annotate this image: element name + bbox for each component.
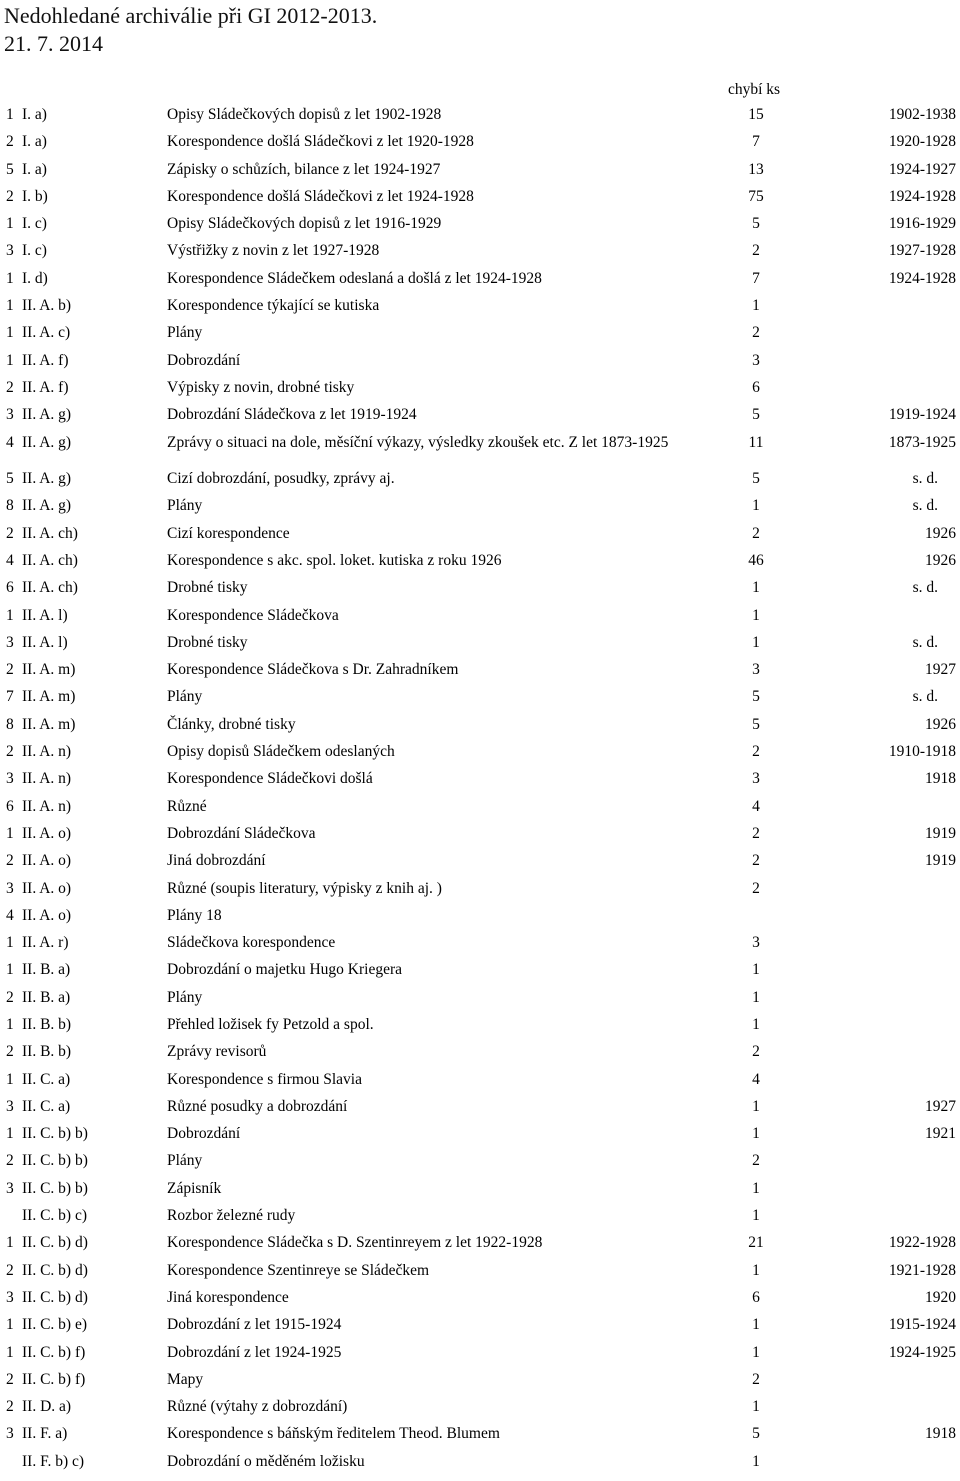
row-years: 1915-1924 [888, 1316, 956, 1334]
row-years: 1918 [925, 770, 956, 788]
row-description: Korespondence došlá Sládečkovi z let 1920-1928 [167, 133, 474, 151]
list-row [0, 132, 960, 159]
list-row [0, 241, 960, 268]
row-description: Sládečkova korespondence [167, 934, 336, 952]
row-signature: II. C. b) e) [22, 1316, 87, 1334]
row-description: Korespondence Szentinreye se Sládečkem [167, 1261, 430, 1279]
row-years: 1922-1928 [888, 1234, 956, 1252]
row-signature: II. B. b) [22, 1043, 72, 1061]
archive-list [0, 105, 960, 1479]
row-description: Drobné tisky [167, 579, 248, 597]
row-number: 1 [6, 1016, 14, 1033]
row-description: Dobrozdání [167, 1125, 241, 1143]
row-years: 1924-1928 [888, 187, 956, 205]
row-missing-count: 2 [752, 743, 760, 761]
row-description: Korespondence s firmou Slavia [167, 1070, 362, 1088]
row-signature: II. B. b) [22, 1016, 72, 1033]
document-date: 21. 7. 2014 [4, 31, 103, 56]
row-number: 2 [6, 852, 14, 870]
list-row [0, 1424, 960, 1451]
row-missing-count: 11 [748, 433, 764, 451]
list-row [0, 578, 960, 605]
row-number: 2 [6, 1043, 14, 1061]
row-signature: II. C. b) d) [22, 1234, 88, 1252]
row-signature: II. A. f) [22, 351, 69, 369]
row-missing-count: 1 [752, 297, 760, 315]
row-signature: I. c) [22, 215, 47, 233]
row-signature: II. A. ch) [22, 524, 78, 542]
row-signature: II. A. l) [22, 606, 68, 624]
list-row [0, 879, 960, 906]
row-number: 7 [6, 688, 14, 706]
row-description: Korespondence Sládečkova [167, 606, 339, 624]
row-missing-count: 5 [752, 715, 760, 733]
row-signature: II. B. a) [22, 988, 71, 1006]
list-row [0, 769, 960, 796]
row-description: Přehled ložisek fy Petzold a spol. [167, 1016, 374, 1033]
row-signature: II. A. b) [22, 297, 72, 315]
list-row [0, 988, 960, 1015]
row-signature: II. C. b) f) [22, 1343, 86, 1361]
row-number: 1 [6, 824, 14, 842]
row-number: 2 [6, 1261, 14, 1279]
row-signature: II. A. g) [22, 433, 72, 451]
row-description: Rozbor železné rudy [167, 1207, 296, 1225]
list-row [0, 496, 960, 523]
list-row [0, 824, 960, 851]
row-years: s. d. [912, 497, 938, 515]
row-years: 1924-1928 [888, 269, 956, 287]
list-row [0, 1397, 960, 1424]
row-number: 4 [6, 433, 14, 451]
row-number: 1 [6, 297, 14, 315]
row-missing-count: 2 [752, 324, 760, 342]
list-row [0, 1315, 960, 1342]
row-description: Zápisník [167, 1179, 222, 1197]
row-number: 3 [6, 242, 14, 260]
row-years: 1919-1924 [888, 406, 956, 424]
row-years: 1920-1928 [888, 133, 956, 151]
row-years: 1919 [925, 824, 956, 842]
list-row [0, 742, 960, 769]
row-description: Jiná korespondence [167, 1288, 289, 1306]
list-row [0, 1015, 960, 1042]
row-years: s. d. [912, 579, 938, 597]
row-number: 3 [6, 879, 14, 897]
row-description: Opisy Sládečkových dopisů z let 1916-1929 [167, 215, 442, 233]
list-row [0, 1042, 960, 1069]
row-missing-count: 3 [752, 351, 760, 369]
list-row [0, 933, 960, 960]
list-row [0, 1179, 960, 1206]
row-description: Korespondence s akc. spol. loket. kutiska z roku 1926 [167, 551, 502, 569]
row-years: 1924-1927 [888, 160, 956, 178]
row-description: Dobrozdání Sládečkova [167, 824, 316, 842]
row-missing-count: 46 [748, 551, 764, 569]
row-number: 3 [6, 1288, 14, 1306]
row-description: Korespondence Sládečkova s Dr. Zahradníkem [167, 661, 459, 679]
row-number: 1 [6, 1070, 14, 1088]
row-description: Opisy dopisů Sládečkem odeslaných [167, 743, 395, 761]
list-row [0, 323, 960, 350]
row-number: 2 [6, 133, 14, 151]
list-row [0, 405, 960, 432]
row-signature: II. A. o) [22, 906, 72, 924]
list-row [0, 524, 960, 551]
row-missing-count: 1 [752, 1016, 760, 1033]
row-description: Korespondence s báňským ředitelem Theod. Blumem [167, 1425, 500, 1443]
row-missing-count: 2 [752, 1043, 760, 1061]
row-missing-count: 1 [752, 1125, 760, 1143]
row-signature: II. A. n) [22, 770, 72, 788]
row-description: Zápisky o schůzích, bilance z let 1924-1927 [167, 160, 441, 178]
row-number: 4 [6, 906, 14, 924]
row-number: 1 [6, 1234, 14, 1252]
row-missing-count: 5 [752, 406, 760, 424]
row-number: 1 [6, 269, 14, 287]
row-number: 3 [6, 1179, 14, 1197]
row-signature: II. D. a) [22, 1398, 72, 1416]
row-description: Dobrozdání [167, 351, 241, 369]
row-number: 2 [6, 1370, 14, 1388]
row-number: 1 [6, 1316, 14, 1334]
list-row [0, 606, 960, 633]
row-description: Výpisky z novin, drobné tisky [167, 378, 355, 396]
row-description: Dobrozdání o měděném ložisku [167, 1452, 365, 1470]
row-signature: II. A. m) [22, 688, 76, 706]
row-number: 1 [6, 215, 14, 233]
row-missing-count: 1 [752, 1207, 760, 1225]
row-missing-count: 2 [752, 1370, 760, 1388]
list-row [0, 1370, 960, 1397]
list-row [0, 1124, 960, 1151]
row-missing-count: 5 [752, 470, 760, 488]
row-years: 1924-1925 [888, 1343, 956, 1361]
row-signature: II. C. b) b) [22, 1179, 88, 1197]
row-signature: I. d) [22, 269, 48, 287]
row-description: Drobné tisky [167, 633, 248, 651]
row-years: 1926 [925, 524, 956, 542]
row-years: 1926 [925, 551, 956, 569]
row-number: 5 [6, 160, 14, 178]
row-number: 6 [6, 797, 14, 815]
row-description: Korespondence týkající se kutiska [167, 297, 380, 315]
row-signature: II. C. a) [22, 1070, 71, 1088]
row-missing-count: 2 [752, 524, 760, 542]
row-number: 2 [6, 378, 14, 396]
row-description: Různé (soupis literatury, výpisky z knih aj. ) [167, 879, 442, 897]
row-description: Korespondence Sládečkem odeslaná a došlá z let 1924-1928 [167, 269, 542, 287]
row-number: 3 [6, 770, 14, 788]
row-description: Cizí korespondence [167, 524, 290, 542]
row-signature: II. A. m) [22, 661, 76, 679]
row-description: Jiná dobrozdání [167, 852, 266, 870]
list-row [0, 1261, 960, 1288]
row-signature: II. A. l) [22, 633, 68, 651]
list-row [0, 797, 960, 824]
row-missing-count: 4 [752, 797, 760, 815]
row-signature: II. C. b) c) [22, 1207, 87, 1225]
row-missing-count: 1 [752, 579, 760, 597]
row-description: Opisy Sládečkových dopisů z let 1902-1928 [167, 106, 442, 123]
row-missing-count: 4 [752, 1070, 760, 1088]
row-years: 1921 [925, 1125, 956, 1143]
row-number: 3 [6, 1425, 14, 1443]
row-number: 3 [6, 1097, 14, 1115]
row-years: 1916-1929 [888, 215, 956, 233]
row-missing-count: 1 [752, 1452, 760, 1470]
row-years: 1920 [925, 1288, 956, 1306]
row-description: Zprávy o situaci na dole, měsíční výkazy, výsledky zkoušek etc. Z let 1873-1925 [167, 433, 669, 451]
row-description: Korespondence Sládečkovi došlá [167, 770, 373, 788]
row-missing-count: 2 [752, 879, 760, 897]
row-years: s. d. [912, 470, 938, 488]
list-row [0, 187, 960, 214]
row-missing-count: 1 [752, 1097, 760, 1115]
row-description: Dobrozdání Sládečkova z let 1919-1924 [167, 406, 417, 424]
list-row [0, 1206, 960, 1233]
row-missing-count: 2 [752, 242, 760, 260]
row-description: Plány 18 [167, 906, 222, 924]
row-missing-count: 5 [752, 1425, 760, 1443]
row-number: 3 [6, 406, 14, 424]
row-years: s. d. [912, 688, 938, 706]
row-signature: II. C. b) d) [22, 1288, 88, 1306]
row-signature: II. C. b) b) [22, 1125, 88, 1143]
row-missing-count: 1 [752, 1398, 760, 1416]
row-description: Plány [167, 497, 203, 515]
row-signature: II. A. r) [22, 934, 69, 952]
row-signature: I. c) [22, 242, 47, 260]
row-number: 1 [6, 934, 14, 952]
row-years: 1919 [925, 852, 956, 870]
row-number: 4 [6, 551, 14, 569]
list-row [0, 378, 960, 405]
row-missing-count: 3 [752, 770, 760, 788]
row-number: 1 [6, 106, 14, 123]
list-row [0, 660, 960, 687]
row-years: 1927 [925, 661, 956, 679]
list-row [0, 160, 960, 187]
row-description: Plány [167, 1152, 203, 1170]
list-row [0, 633, 960, 660]
row-number: 1 [6, 351, 14, 369]
list-row [0, 906, 960, 933]
list-row [0, 851, 960, 878]
row-description: Výstřižky z novin z let 1927-1928 [167, 242, 380, 260]
row-number: 2 [6, 661, 14, 679]
row-description: Různé (výtahy z dobrozdání) [167, 1398, 348, 1416]
row-number: 8 [6, 715, 14, 733]
row-signature: II. A. m) [22, 715, 76, 733]
row-signature: II. F. a) [22, 1425, 68, 1443]
row-number: 2 [6, 1398, 14, 1416]
row-description: Mapy [167, 1370, 204, 1388]
row-description: Cizí dobrozdání, posudky, zprávy aj. [167, 470, 395, 488]
row-missing-count: 21 [748, 1234, 764, 1252]
row-signature: II. C. b) d) [22, 1261, 88, 1279]
row-years: 1927-1928 [888, 242, 956, 260]
list-row [0, 1097, 960, 1124]
row-description: Dobrozdání z let 1924-1925 [167, 1343, 342, 1361]
row-missing-count: 5 [752, 215, 760, 233]
row-missing-count: 2 [752, 1152, 760, 1170]
row-missing-count: 1 [752, 633, 760, 651]
row-missing-count: 13 [748, 160, 764, 178]
row-years: 1918 [925, 1425, 956, 1443]
row-signature: II. B. a) [22, 961, 71, 979]
row-signature: II. A. o) [22, 824, 72, 842]
row-signature: II. C. b) b) [22, 1152, 88, 1170]
row-signature: II. A. c) [22, 324, 71, 342]
row-signature: I. b) [22, 187, 48, 205]
row-signature: II. A. f) [22, 378, 69, 396]
row-number: 5 [6, 470, 14, 488]
row-missing-count: 3 [752, 934, 760, 952]
row-number: 8 [6, 497, 14, 515]
list-row [0, 960, 960, 987]
row-signature: I. a) [22, 160, 47, 178]
row-number: 1 [6, 606, 14, 624]
list-row [0, 715, 960, 742]
row-signature: II. A. o) [22, 852, 72, 870]
row-signature: II. A. ch) [22, 579, 78, 597]
row-years: 1921-1928 [888, 1261, 956, 1279]
list-row [0, 351, 960, 378]
list-row [0, 1070, 960, 1097]
row-description: Plány [167, 324, 203, 342]
row-missing-count: 1 [752, 1343, 760, 1361]
row-number: 2 [6, 187, 14, 205]
row-number: 3 [6, 633, 14, 651]
row-missing-count: 1 [752, 961, 760, 979]
list-row [0, 1151, 960, 1178]
row-number: 2 [6, 1152, 14, 1170]
row-signature: II. A. n) [22, 743, 72, 761]
row-description: Dobrozdání z let 1915-1924 [167, 1316, 342, 1334]
row-description: Dobrozdání o majetku Hugo Kriegera [167, 961, 403, 979]
row-signature: II. C. a) [22, 1097, 71, 1115]
row-missing-count: 7 [752, 133, 760, 151]
row-description: Korespondence Sládečka s D. Szentinreyem z let 1922-1928 [167, 1234, 543, 1252]
row-missing-count: 1 [752, 1179, 760, 1197]
row-missing-count: 2 [752, 824, 760, 842]
row-signature: I. a) [22, 106, 47, 123]
row-number: 1 [6, 1343, 14, 1361]
list-row [0, 469, 960, 496]
row-years: 1902-1938 [888, 106, 956, 123]
row-number: 2 [6, 988, 14, 1006]
row-missing-count: 15 [748, 106, 764, 123]
document-title: Nedohledané archiválie při GI 2012-2013. [4, 3, 378, 28]
row-description: Plány [167, 988, 203, 1006]
row-description: Korespondence došlá Sládečkovi z let 1924-1928 [167, 187, 474, 205]
row-number: 1 [6, 1125, 14, 1143]
row-missing-count: 75 [748, 187, 764, 205]
list-row [0, 269, 960, 296]
row-number: 2 [6, 743, 14, 761]
row-signature: II. A. g) [22, 470, 72, 488]
row-signature: II. A. ch) [22, 551, 78, 569]
row-missing-count: 3 [752, 661, 760, 679]
row-number: 2 [6, 524, 14, 542]
row-number: 1 [6, 961, 14, 979]
row-description: Zprávy revisorů [167, 1043, 267, 1061]
row-number: 6 [6, 579, 14, 597]
row-description: Různé [167, 797, 207, 815]
list-row [0, 687, 960, 714]
row-signature: II. A. g) [22, 406, 72, 424]
row-missing-count: 1 [752, 988, 760, 1006]
list-row [0, 1343, 960, 1370]
row-missing-count: 2 [752, 852, 760, 870]
row-signature: II. A. n) [22, 797, 72, 815]
missing-count-header: chybí ks [728, 81, 781, 98]
row-signature: II. C. b) f) [22, 1370, 86, 1388]
row-missing-count: 1 [752, 606, 760, 624]
row-missing-count: 1 [752, 1261, 760, 1279]
list-row [0, 1452, 960, 1479]
row-years: 1926 [925, 715, 956, 733]
row-description: Různé posudky a dobrozdání [167, 1097, 348, 1115]
row-signature: II. A. g) [22, 497, 72, 515]
row-number: 1 [6, 324, 14, 342]
row-description: Plány [167, 688, 203, 706]
row-signature: II. F. b) c) [22, 1452, 85, 1470]
list-row [0, 296, 960, 323]
row-missing-count: 6 [752, 1288, 760, 1306]
list-row [0, 1288, 960, 1315]
row-description: Články, drobné tisky [167, 715, 296, 733]
row-years: s. d. [912, 633, 938, 651]
list-row [0, 214, 960, 241]
row-missing-count: 6 [752, 378, 760, 396]
row-years: 1927 [925, 1097, 956, 1115]
list-row [0, 433, 960, 470]
row-missing-count: 1 [752, 497, 760, 515]
row-missing-count: 5 [752, 688, 760, 706]
list-row [0, 1233, 960, 1260]
row-signature: I. a) [22, 133, 47, 151]
list-row [0, 551, 960, 578]
row-years: 1873-1925 [888, 433, 956, 451]
row-years: 1910-1918 [888, 743, 956, 761]
row-missing-count: 7 [752, 269, 760, 287]
list-row [0, 105, 960, 132]
row-signature: II. A. o) [22, 879, 72, 897]
row-missing-count: 1 [752, 1316, 760, 1334]
